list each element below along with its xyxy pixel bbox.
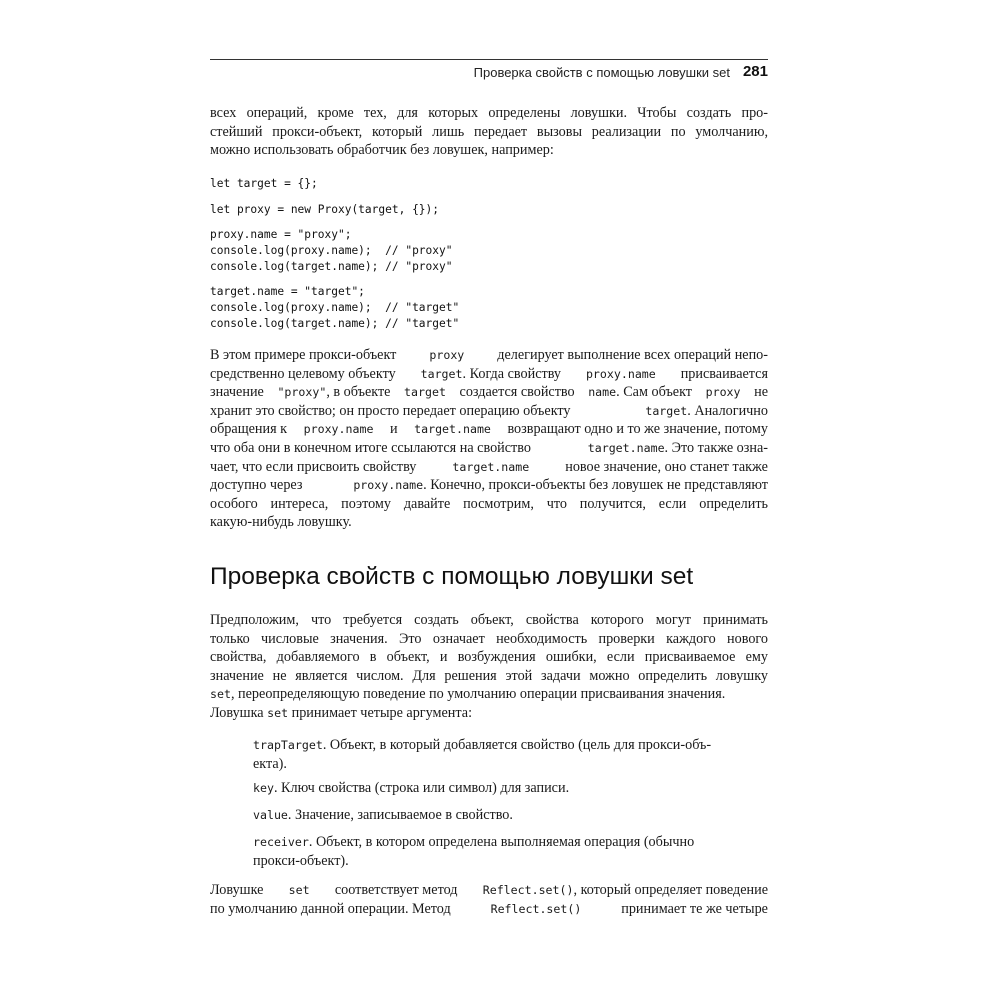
argument-line bbox=[253, 736, 768, 755]
explain-line bbox=[210, 346, 768, 365]
argument-desc: . Объект, в который добавляется свойство (цель для прокси-объ- bbox=[322, 737, 712, 753]
running-head bbox=[210, 59, 768, 88]
section-line bbox=[210, 685, 768, 704]
argument-line: прокси-объект). bbox=[253, 852, 349, 869]
intro-line: всех операций, кроме тех, для которых определены ловушки. Чтобы создать про- bbox=[210, 105, 768, 121]
argument-desc: . Ключ свойства (строка или символ) для записи. bbox=[273, 780, 570, 796]
explain-line bbox=[210, 458, 768, 477]
inline-code: proxy bbox=[429, 348, 465, 362]
intro-paragraph bbox=[210, 104, 768, 160]
inline-code: Reflect.set() bbox=[482, 883, 574, 897]
inline-code: set bbox=[267, 705, 289, 720]
inline-code: target bbox=[420, 366, 463, 381]
section-line: свойства, добавляемого в объект, и возбуждения ошибки, если присваиваемое ему bbox=[210, 649, 768, 666]
text: возвращают одно и то же значение, потому bbox=[507, 421, 768, 438]
text: . Аналогично bbox=[687, 402, 768, 419]
text: . Это также озна- bbox=[664, 439, 768, 456]
text: по умолчанию данной операции. Метод bbox=[210, 900, 451, 917]
text: , в объекте bbox=[326, 384, 391, 401]
text: присваивается bbox=[680, 365, 768, 382]
text: создается свойство bbox=[459, 384, 575, 401]
inline-code: target.name bbox=[414, 422, 491, 437]
text: соответствует метод bbox=[334, 882, 458, 898]
explain-line bbox=[210, 420, 768, 439]
intro-line: стейший прокси-объект, который лишь передает вызовы реализации по умолчанию, bbox=[210, 123, 768, 140]
argument-name: trapTarget bbox=[253, 738, 323, 752]
inline-code: target.name bbox=[587, 440, 665, 455]
inline-code: proxy.name bbox=[303, 422, 374, 437]
code-line: console.log(proxy.name); // "proxy" bbox=[210, 244, 453, 257]
section-heading: Проверка свойств с помощью ловушки set bbox=[210, 563, 694, 590]
inline-code: target bbox=[645, 403, 688, 418]
final-line bbox=[210, 900, 768, 919]
text: доступно через bbox=[210, 477, 303, 494]
argument-name: receiver bbox=[253, 835, 309, 849]
inline-code: proxy bbox=[705, 385, 741, 400]
text: средственно целевому объекту bbox=[210, 365, 396, 382]
argument-desc: . Значение, записываемое в свойство. bbox=[287, 807, 513, 823]
text: Ловушке bbox=[210, 882, 264, 898]
explain-line bbox=[210, 439, 768, 458]
text: принимает те же четыре bbox=[621, 900, 768, 917]
code-line: proxy.name = "proxy"; bbox=[210, 228, 352, 241]
text: , который определяет поведение bbox=[573, 882, 768, 898]
final-paragraph bbox=[210, 881, 768, 918]
text: новое значение, оно станет также bbox=[565, 458, 768, 475]
explain-paragraph bbox=[210, 346, 768, 532]
explain-line bbox=[210, 383, 768, 402]
inline-code: set bbox=[210, 687, 231, 702]
argument-item bbox=[253, 736, 768, 773]
running-head-title: Проверка свойств с помощью ловушки set bbox=[473, 65, 730, 80]
explain-line bbox=[210, 365, 768, 384]
page-number: 281 bbox=[742, 63, 768, 80]
argument-item bbox=[253, 779, 768, 798]
text: . Сам объект bbox=[616, 384, 693, 401]
argument-line bbox=[253, 833, 768, 852]
text: не bbox=[754, 384, 768, 401]
argument-line: екта). bbox=[253, 755, 287, 772]
text: значение bbox=[210, 384, 264, 401]
text: что оба они в конечном итоге ссылаются на свойство bbox=[210, 439, 531, 456]
text: принимает четыре аргумента: bbox=[291, 704, 473, 721]
explain-line bbox=[210, 476, 768, 495]
intro-line: можно использовать обработчик без ловушек, например: bbox=[210, 142, 554, 159]
text: . Конечно, прокси-объекты без ловушек не представляют bbox=[423, 477, 768, 494]
argument-item bbox=[253, 833, 768, 870]
code-line: console.log(target.name); // "proxy" bbox=[210, 260, 453, 273]
code-line: target.name = "target"; bbox=[210, 285, 365, 298]
argument-name: key bbox=[253, 781, 274, 795]
text: чает, что если присвоить свойству bbox=[210, 458, 417, 475]
inline-code: Reflect.set() bbox=[490, 901, 582, 916]
inline-code: target bbox=[404, 385, 446, 400]
text: , переопределяющую поведение по умолчанию операции присваивания значения. bbox=[230, 686, 726, 703]
argument-desc: . Объект, в котором определена выполняемая операция (обычно bbox=[308, 834, 695, 850]
section-line: значение не является числом. Для решения этой задачи можно определить ловушку bbox=[210, 667, 768, 684]
inline-code: name bbox=[588, 385, 617, 400]
text: и bbox=[389, 421, 398, 438]
argument-line bbox=[253, 806, 768, 825]
text: делегирует выполнение всех операций непо- bbox=[497, 347, 768, 363]
explain-line: особого интереса, поэтому давайте посмотрим, что получится, если определить bbox=[210, 495, 768, 512]
section-line: только числовые значения. Это означает необходимость проверки каждого нового bbox=[210, 630, 768, 647]
code-line: console.log(target.name); // "target" bbox=[210, 317, 460, 330]
inline-code: proxy.name bbox=[353, 478, 424, 493]
section-line bbox=[210, 704, 768, 723]
argument-line bbox=[253, 779, 768, 798]
argument-name: value bbox=[253, 808, 288, 822]
text: . Когда свойству bbox=[462, 365, 562, 382]
text: Ловушка bbox=[210, 704, 264, 721]
code-line: let proxy = new Proxy(target, {}); bbox=[210, 203, 440, 216]
argument-item bbox=[253, 806, 768, 825]
final-line bbox=[210, 881, 768, 900]
inline-code: set bbox=[288, 883, 310, 897]
inline-code: target.name bbox=[452, 459, 530, 474]
explain-line: какую-нибудь ловушку. bbox=[210, 514, 352, 531]
inline-code: "proxy" bbox=[277, 385, 327, 400]
code-line: let target = {}; bbox=[210, 177, 318, 190]
text: хранит это свойство; он просто передает операцию объекту bbox=[210, 402, 571, 419]
inline-code: proxy.name bbox=[585, 366, 656, 381]
section-line: Предположим, что требуется создать объект, свойства которого могут принимать bbox=[210, 612, 768, 628]
text: обращения к bbox=[210, 421, 288, 438]
explain-line bbox=[210, 402, 768, 421]
text: В этом примере прокси-объект bbox=[210, 347, 397, 363]
section-paragraph bbox=[210, 611, 768, 723]
code-line: console.log(proxy.name); // "target" bbox=[210, 301, 460, 314]
